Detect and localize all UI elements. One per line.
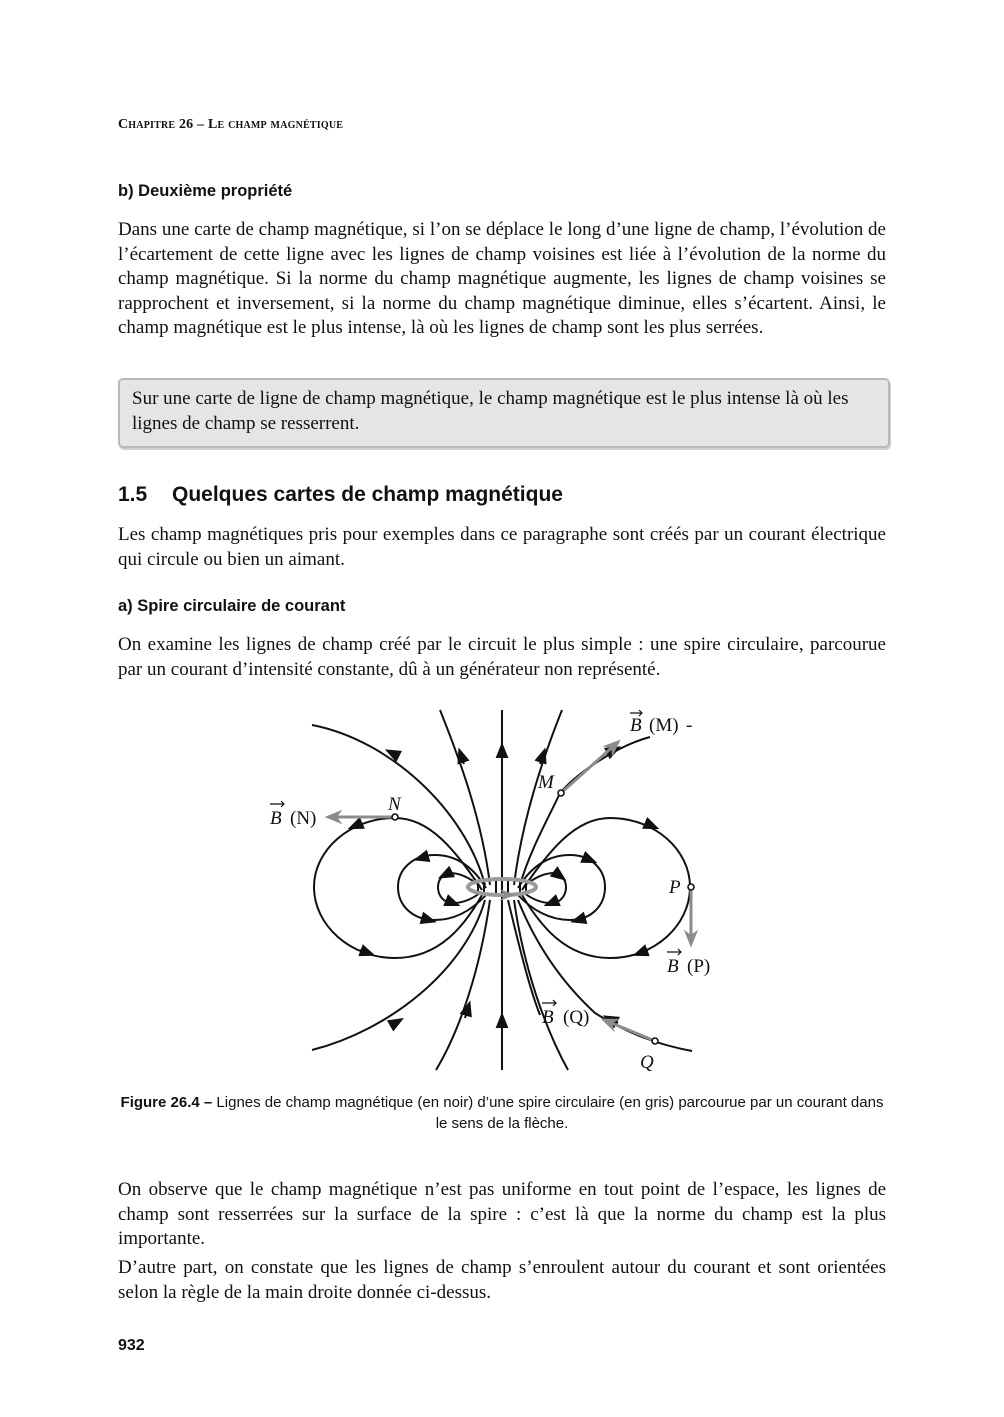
running-head: [118, 117, 343, 133]
field-line-arrow: [465, 1008, 468, 1018]
paragraph-spire-intro: On examine les lignes de champ créé par le circuit le plus simple : une spire circulaire, parcourue par un courant d’intensité constante, dû à un générateur non représenté.: [118, 634, 886, 680]
figure-caption-label: Figure 26.4 –: [120, 1094, 213, 1111]
field-vectors: [328, 742, 691, 1041]
svg-text:(N): (N): [290, 808, 317, 829]
heading-spire-circulaire: a) Spire circulaire de courant: [118, 597, 346, 615]
section-heading: [118, 483, 563, 507]
label-p: P: [669, 877, 681, 898]
point-m: [558, 790, 564, 796]
figure-caption: [118, 1092, 886, 1134]
field-line: [522, 818, 690, 958]
field-line-arrow: [390, 1022, 397, 1026]
figure-caption-text: Lignes de champ magnétique (en noir) d’une spire circulaire (en gris) parcourue par un courant dans le sens de la flèche.: [216, 1094, 884, 1132]
field-line: [514, 900, 568, 1070]
svg-text:(Q): (Q): [563, 1007, 590, 1028]
page-number: 932: [118, 1337, 145, 1354]
section-title: Quelques cartes de champ magnétique: [172, 483, 563, 506]
svg-text:B: B: [630, 715, 642, 736]
field-line-arrow: [461, 755, 464, 764]
field-line: [514, 710, 562, 885]
field-lines: [312, 710, 692, 1070]
svg-text:B: B: [270, 808, 282, 829]
label-n: N: [388, 794, 401, 815]
running-head-separator: –: [193, 117, 208, 132]
vector-arrow-overline-icon: [270, 801, 284, 807]
paragraph-deuxieme-propriete: Dans une carte de champ magnétique, si l’on se déplace le long d’une ligne de champ, l’évolution de l’écartement de cette ligne avec les lignes de champ voisines est liée à l’évolution de la norme du champ magnétique. Si la norme du champ magnétique augmente, les lignes de champ voisines se rapprochent et inversement, si la norme du champ magnétique diminue, elles s’écartent. Ainsi, le champ magnétique est le plus intense, là où les lignes de champ sont les plus serrées.: [118, 219, 886, 338]
paragraph-observation: On observe que le champ magnétique n’est pas uniforme en tout point de l’espace, les lignes de champ sont resserrées sur la surface de la spire : c’est là que la norme du champ est la plus importante.: [118, 1179, 886, 1249]
vector-arrow-overline-icon: [542, 1000, 556, 1006]
callout-box: [118, 378, 890, 448]
field-line-arrow: [583, 857, 590, 860]
section-number: 1.5: [118, 483, 148, 506]
point-q: [652, 1038, 658, 1044]
callout-text: Sur une carte de ligne de champ magnétique, le champ magnétique est le plus intense là où les lignes de champ se resserrent.: [132, 388, 849, 434]
svg-text:(P): (P): [687, 956, 711, 977]
vector-label-p: [667, 949, 710, 977]
field-line: [508, 900, 540, 1015]
running-head-chapter: Chapitre 26: [118, 117, 194, 132]
field-line-arrow: [355, 823, 362, 826]
field-line: [518, 900, 692, 1051]
svg-text:(M): (M): [649, 715, 679, 736]
running-head-title: Le champ magnétique: [207, 117, 344, 132]
heading-deuxieme-propriete: b) Deuxième propriété: [118, 182, 293, 200]
vector-b-m: [561, 742, 618, 793]
field-line-arrow: [392, 753, 398, 756]
field-line: [440, 710, 490, 885]
field-line-arrow: [640, 950, 648, 953]
paragraph-main-droite: D’autre part, on constate que les lignes de champ s’enroulent autour du courant et sont orientées selon la règle de la main droite donnée ci-dessus.: [118, 1257, 886, 1303]
vector-arrow-overline-icon: [667, 949, 681, 955]
vector-label-q: [542, 1000, 589, 1028]
point-p: [688, 884, 694, 890]
field-lines-figure: [250, 700, 750, 1080]
field-line-arrow: [422, 918, 429, 920]
field-line: [436, 900, 490, 1070]
label-m: M: [538, 772, 554, 793]
svg-text:-: -: [686, 715, 693, 736]
vector-b-q: [604, 1020, 655, 1041]
field-line: [312, 900, 485, 1050]
svg-text:B: B: [667, 956, 679, 977]
paragraph-section-intro: Les champ magnétiques pris pour exemples dans ce paragraphe sont créés par un courant électrique qui circule ou bien un aimant.: [118, 524, 886, 570]
svg-text:B: B: [542, 1007, 554, 1028]
vector-label-n: [270, 801, 316, 829]
field-line: [520, 737, 650, 885]
label-q: Q: [640, 1052, 654, 1073]
vector-label-m: [630, 710, 692, 736]
